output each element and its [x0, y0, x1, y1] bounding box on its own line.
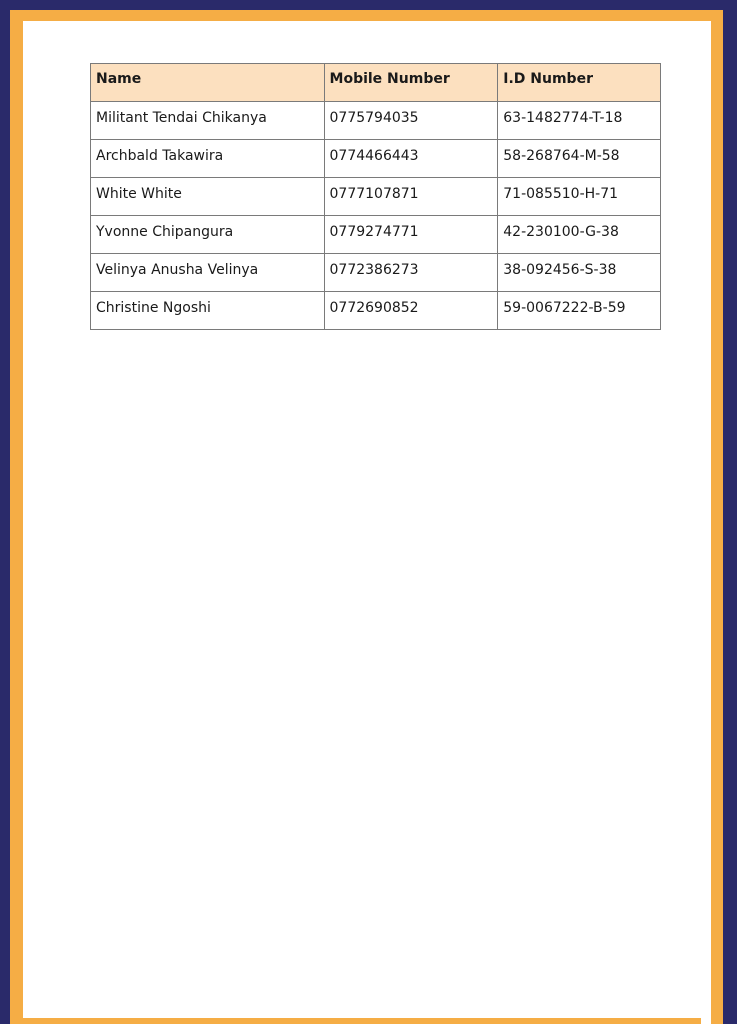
- cell-name: Yvonne Chipangura: [91, 216, 325, 254]
- cell-mobile-number: 0775794035: [324, 102, 498, 140]
- table-row: [91, 254, 661, 292]
- cell-mobile-number: 0774466443: [324, 140, 498, 178]
- cell-id-number: 38-092456-S-38: [498, 254, 661, 292]
- cell-id-number: 63-1482774-T-18: [498, 102, 661, 140]
- table-row: [91, 178, 661, 216]
- cell-name: Christine Ngoshi: [91, 292, 325, 330]
- cell-id-number: 42-230100-G-38: [498, 216, 661, 254]
- cell-mobile-number: 0772690852: [324, 292, 498, 330]
- cell-id-number: 58-268764-M-58: [498, 140, 661, 178]
- cell-name: Archbald Takawira: [91, 140, 325, 178]
- cell-id-number: 71-085510-H-71: [498, 178, 661, 216]
- header-mobile-number: Mobile Number: [324, 64, 498, 102]
- cell-id-number: 59-0067222-B-59: [498, 292, 661, 330]
- cell-mobile-number: 0772386273: [324, 254, 498, 292]
- inner-page-border-bottom: [23, 1018, 701, 1024]
- cell-name: White White: [91, 178, 325, 216]
- table-row: [91, 102, 661, 140]
- table-row: [91, 292, 661, 330]
- cell-mobile-number: 0777107871: [324, 178, 498, 216]
- contacts-table: [90, 63, 661, 330]
- table-header-row: [91, 64, 661, 102]
- cell-mobile-number: 0779274771: [324, 216, 498, 254]
- header-id-number: I.D Number: [498, 64, 661, 102]
- cell-name: Militant Tendai Chikanya: [91, 102, 325, 140]
- cell-name: Velinya Anusha Velinya: [91, 254, 325, 292]
- table-row: [91, 140, 661, 178]
- header-name: Name: [91, 64, 325, 102]
- table-row: [91, 216, 661, 254]
